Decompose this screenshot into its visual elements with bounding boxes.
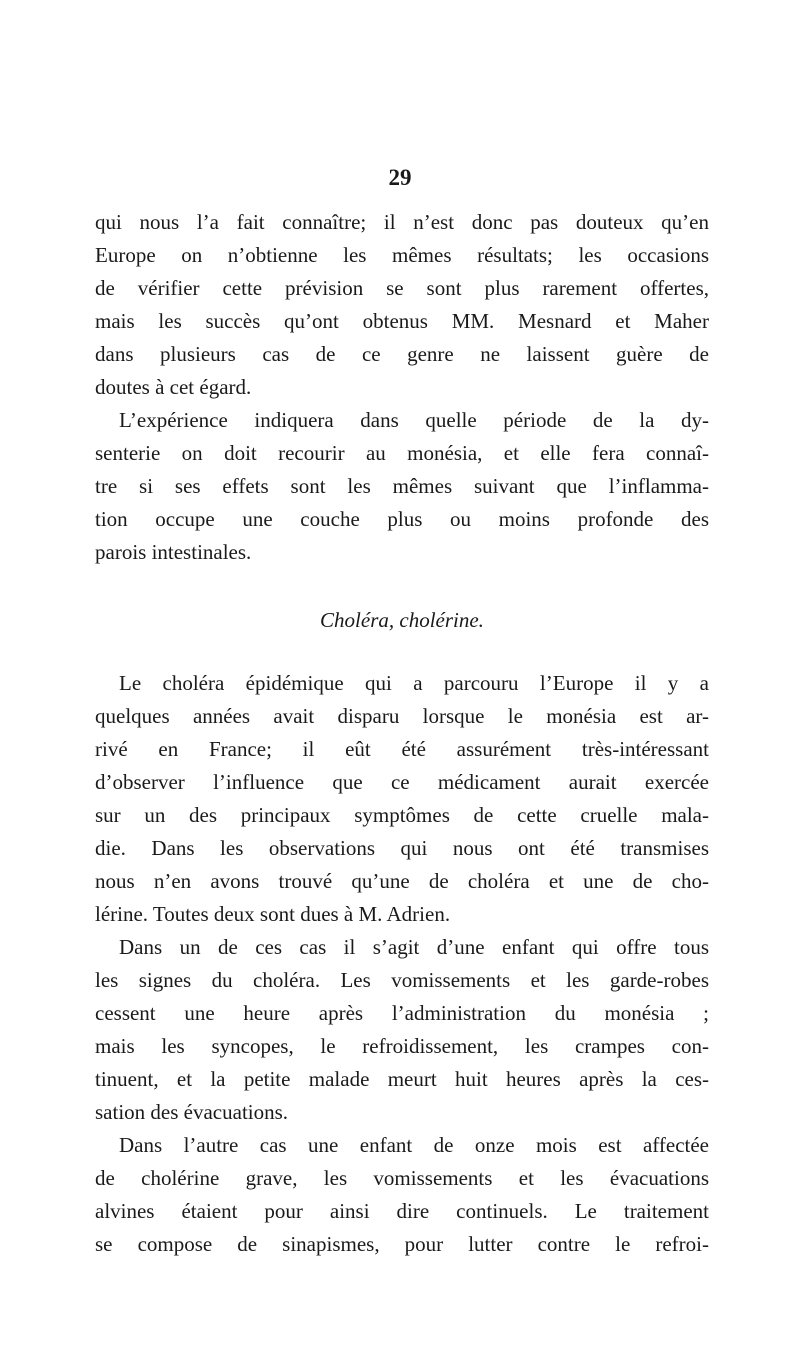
text-line: sur un des principaux symptômes de cette cruelle mala- xyxy=(95,803,709,827)
text-line: parois intestinales. xyxy=(95,540,252,564)
text-line: Dans un de ces cas il s’agit d’une enfant qui offre tous xyxy=(119,935,709,959)
text-line: nous n’en avons trouvé qu’une de choléra et une de cho- xyxy=(95,869,709,893)
paragraph-1 xyxy=(95,206,709,404)
text-line: se compose de sinapismes, pour lutter contre le refroi- xyxy=(95,1232,709,1256)
text-line: dans plusieurs cas de ce genre ne laissent guère de xyxy=(95,342,709,366)
paragraph-3 xyxy=(95,667,709,931)
text-line: alvines étaient pour ainsi dire continuels. Le traitement xyxy=(95,1199,709,1223)
paragraph-4 xyxy=(95,931,709,1129)
text-line: de vérifier cette prévision se sont plus rarement offertes, xyxy=(95,276,709,300)
text-line: tion occupe une couche plus ou moins profonde des xyxy=(95,507,709,531)
text-line: qui nous l’a fait connaître; il n’est donc pas douteux qu’en xyxy=(95,210,709,234)
text-line: senterie on doit recourir au monésia, et elle fera connaî- xyxy=(95,441,709,465)
text-line: mais les syncopes, le refroidissement, les crampes con- xyxy=(95,1034,709,1058)
text-line: de cholérine grave, les vomissements et les évacuations xyxy=(95,1166,709,1190)
text-line: lérine. Toutes deux sont dues à M. Adrien. xyxy=(95,902,451,926)
text-line: quelques années avait disparu lorsque le monésia est ar- xyxy=(95,704,709,728)
section-heading: Choléra, cholérine. xyxy=(320,608,484,632)
text-line: Europe on n’obtienne les mêmes résultats; les occasions xyxy=(95,243,709,267)
text-line: sation des évacuations. xyxy=(95,1100,289,1124)
text-line: mais les succès qu’ont obtenus MM. Mesnard et Maher xyxy=(95,309,709,333)
paragraph-2 xyxy=(95,404,709,569)
text-line: rivé en France; il eût été assurément très-intéressant xyxy=(95,737,709,761)
text-line: L’expérience indiquera dans quelle période de la dy- xyxy=(119,408,709,432)
text-line: Le choléra épidémique qui a parcouru l’Europe il y a xyxy=(119,671,709,695)
text-line: Dans l’autre cas une enfant de onze mois est affectée xyxy=(119,1133,709,1157)
body-text xyxy=(95,206,709,1261)
page-number: 29 xyxy=(388,165,412,190)
text-line: les signes du choléra. Les vomissements et les garde-robes xyxy=(95,968,709,992)
paragraph-5 xyxy=(95,1129,709,1261)
text-line: doutes à cet égard. xyxy=(95,375,252,399)
text-line: cessent une heure après l’administration du monésia ; xyxy=(95,1001,709,1025)
text-line: tinuent, et la petite malade meurt huit heures après la ces- xyxy=(95,1067,709,1091)
text-line: tre si ses effets sont les mêmes suivant que l’inflamma- xyxy=(95,474,709,498)
text-line: d’observer l’influence que ce médicament aurait exercée xyxy=(95,770,709,794)
text-line: die. Dans les observations qui nous ont été transmises xyxy=(95,836,709,860)
